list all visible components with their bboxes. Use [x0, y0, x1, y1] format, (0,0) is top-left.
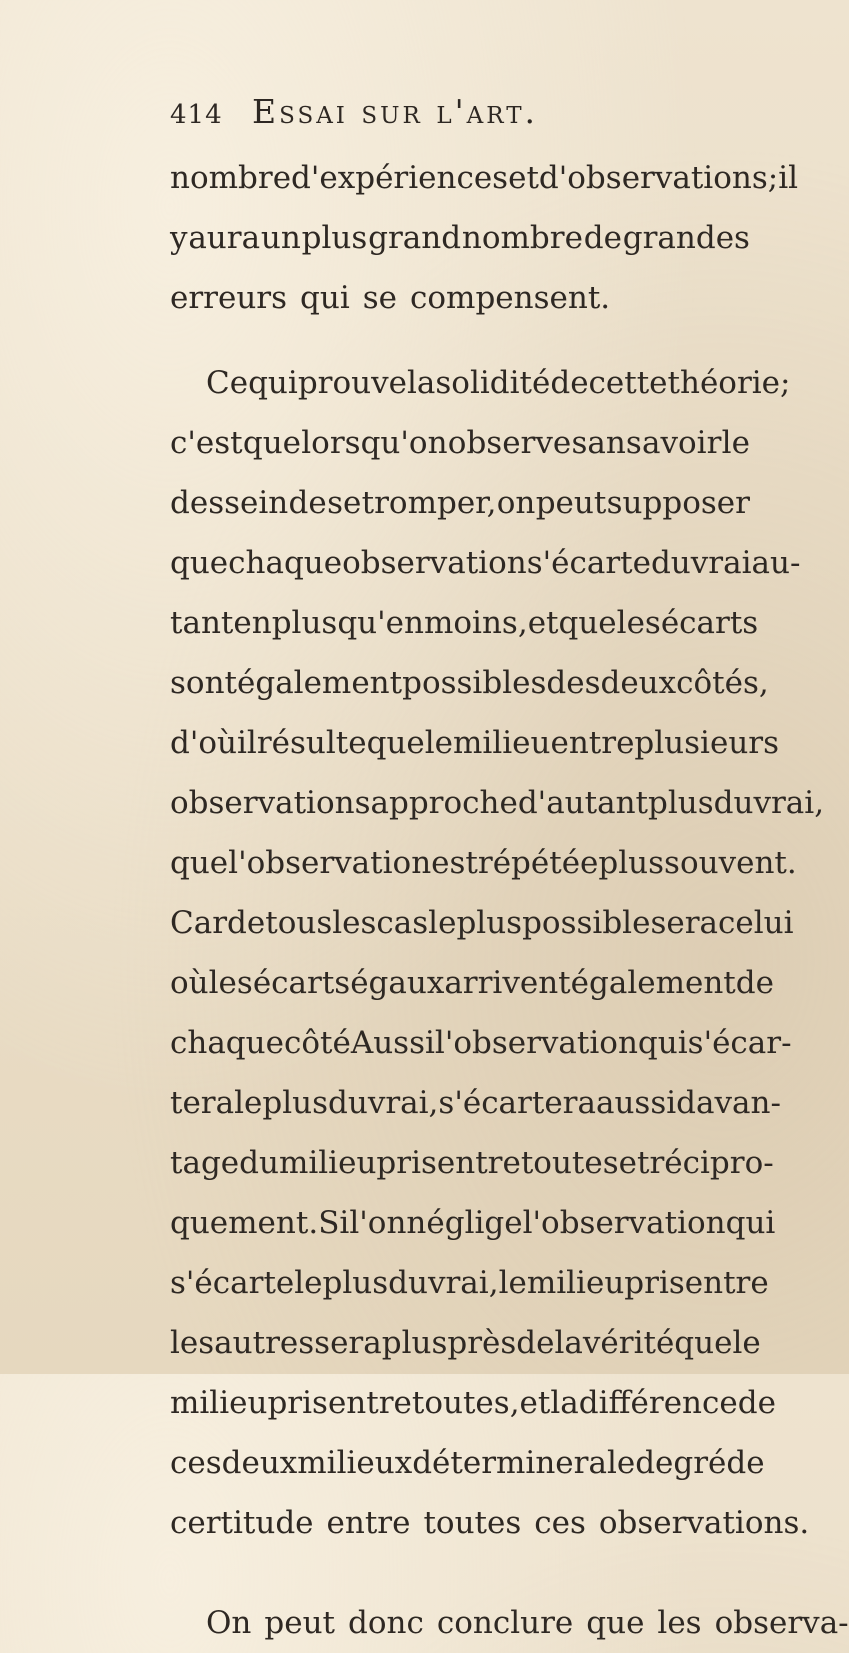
word: deux: [221, 1445, 298, 1481]
word: toutes: [423, 1505, 522, 1541]
word: que: [366, 725, 425, 761]
word: de: [227, 905, 266, 941]
word: celui: [718, 905, 794, 941]
word: d'expériences: [291, 160, 509, 196]
word: de: [735, 965, 774, 1001]
word: vrai,: [753, 785, 825, 821]
word: répétée: [477, 845, 599, 881]
word: milieu: [526, 1265, 625, 1301]
word: chaque: [228, 545, 343, 581]
word: prouve: [297, 365, 407, 401]
word: plus: [648, 785, 714, 821]
word: ces: [170, 1445, 222, 1481]
word: que: [170, 545, 229, 581]
word: milieu: [453, 725, 551, 761]
text-line: [170, 1373, 776, 1433]
text-line: [206, 1593, 849, 1653]
word: de: [737, 1385, 776, 1421]
word: d'autant: [517, 785, 649, 821]
text-line: [170, 1313, 761, 1373]
word: qui: [637, 1025, 688, 1061]
word: et: [508, 160, 539, 196]
word: ;: [767, 160, 779, 196]
word: approche: [370, 785, 518, 821]
word: l'observation: [522, 1205, 726, 1241]
word: où: [170, 965, 209, 1001]
word: tage: [170, 1145, 240, 1181]
word: du: [388, 1265, 428, 1301]
word: Si: [318, 1205, 350, 1241]
word: moins,: [423, 605, 528, 641]
word: sera: [650, 905, 718, 941]
word: côté: [283, 1025, 351, 1061]
word: ces: [534, 1505, 586, 1541]
word: milieu: [278, 1145, 377, 1181]
word: du: [650, 545, 691, 581]
word: qui: [248, 365, 298, 401]
word: certitude: [170, 1505, 314, 1541]
text-line: [170, 413, 750, 473]
text-line: [170, 1133, 774, 1193]
word: plus: [381, 1325, 448, 1361]
word: un: [260, 220, 301, 256]
text-line: [170, 268, 750, 328]
word: la: [406, 365, 436, 401]
word: peut: [535, 485, 607, 521]
word: est: [431, 845, 478, 881]
word: cette: [588, 365, 668, 401]
word: grand: [368, 220, 462, 256]
word: deux: [600, 665, 677, 701]
text-line: [170, 148, 799, 208]
word: plus: [301, 220, 368, 256]
word: plus: [271, 605, 338, 641]
word: tera: [170, 1085, 235, 1121]
word: le: [234, 1085, 263, 1121]
word: de: [516, 1325, 555, 1361]
word: de: [288, 485, 327, 521]
word: souvent.: [664, 845, 797, 881]
word: tous: [265, 905, 333, 941]
word: et: [618, 1145, 650, 1181]
word: également: [570, 965, 736, 1001]
word: vrai,: [427, 1265, 499, 1301]
word: milieu: [170, 1385, 268, 1421]
word: toutes: [520, 1145, 619, 1181]
word: récipro-: [649, 1145, 774, 1181]
word: que: [170, 845, 229, 881]
word: résulte: [256, 725, 367, 761]
word: également: [237, 665, 403, 701]
word: néglige: [406, 1205, 523, 1241]
word: le: [721, 425, 750, 461]
text-line: [170, 713, 780, 773]
text-line: [170, 1493, 810, 1553]
word: il: [237, 725, 257, 761]
word: compensent.: [410, 280, 611, 316]
word: sera: [314, 1325, 382, 1361]
word: s'écartera: [438, 1085, 596, 1121]
text-line: [170, 533, 801, 593]
word: s'écarte: [526, 545, 651, 581]
text-line: [170, 833, 797, 893]
word: milieux: [297, 1445, 413, 1481]
word: Ce: [206, 365, 249, 401]
word: le: [498, 1265, 527, 1301]
word: entre: [327, 1385, 412, 1421]
word: du: [239, 1145, 279, 1181]
text-line: [170, 473, 750, 533]
word: davan-: [676, 1085, 781, 1121]
word: nombre: [170, 160, 292, 196]
word: grandes: [622, 220, 750, 256]
text-line: [170, 953, 774, 1013]
word: différence: [578, 1385, 738, 1421]
word: écarts: [660, 605, 759, 641]
word: égaux: [350, 965, 445, 1001]
text-line: [170, 1433, 765, 1493]
word: possible: [522, 905, 651, 941]
word: le: [424, 725, 454, 761]
word: pris: [267, 1385, 328, 1421]
word: écarts: [252, 965, 351, 1001]
word: les: [208, 965, 253, 1001]
word: entre: [436, 1145, 521, 1181]
text-line: [170, 773, 825, 833]
word: le: [732, 1325, 761, 1361]
word: et: [527, 605, 559, 641]
word: s'écarte: [170, 1265, 295, 1301]
word: tant: [170, 605, 234, 641]
word: toutes,: [411, 1385, 520, 1421]
word: y: [170, 220, 188, 256]
word: lorsqu'on: [301, 425, 448, 461]
word: d'observations: [538, 160, 768, 196]
text-line: [170, 208, 750, 268]
text-line: [170, 1013, 792, 1073]
text-line: [170, 1253, 769, 1313]
word: l'observation: [228, 845, 432, 881]
word: peut: [264, 1605, 336, 1641]
word: entre: [684, 1265, 769, 1301]
word: arrivent: [444, 965, 571, 1001]
word: au-: [751, 545, 801, 581]
word: chaque: [170, 1025, 284, 1061]
word: près: [447, 1325, 517, 1361]
word: du: [713, 785, 754, 821]
word: aura: [188, 220, 261, 256]
word: plusieurs: [634, 725, 780, 761]
word: que: [558, 605, 617, 641]
word: l'observation: [434, 1025, 638, 1061]
word: sont: [170, 665, 237, 701]
word: on: [496, 485, 536, 521]
text-line: [170, 893, 794, 953]
word: le: [294, 1265, 323, 1301]
word: sans: [571, 425, 642, 461]
word: vrai: [690, 545, 752, 581]
word: vrai,: [367, 1085, 439, 1121]
word: qu'en: [337, 605, 424, 641]
word: On: [206, 1605, 252, 1641]
word: qui: [300, 280, 350, 316]
word: aussi: [595, 1085, 677, 1121]
text-line: [170, 653, 769, 713]
word: supposer: [606, 485, 750, 521]
word: l'on: [349, 1205, 407, 1241]
page-number: 414: [170, 100, 223, 130]
word: conclure: [436, 1605, 574, 1641]
word: nombre: [461, 220, 583, 256]
word: la: [550, 1385, 579, 1421]
word: le: [606, 1445, 636, 1481]
word: s'écar-: [687, 1025, 792, 1061]
word: autres: [214, 1325, 315, 1361]
word: Car: [170, 905, 228, 941]
word: ;: [780, 365, 791, 401]
word: théorie: [667, 365, 781, 401]
word: pris: [624, 1265, 685, 1301]
word: les: [332, 905, 377, 941]
word: plus: [456, 905, 523, 941]
word: se: [362, 280, 398, 316]
word: des: [546, 665, 601, 701]
word: il: [778, 160, 799, 196]
word: du: [328, 1085, 368, 1121]
word: et: [519, 1385, 551, 1421]
word: entre: [550, 725, 635, 761]
word: quement.: [170, 1205, 319, 1241]
word: observations: [170, 785, 371, 821]
word: plus: [598, 845, 665, 881]
text-line: [170, 1193, 776, 1253]
word: que: [586, 1605, 645, 1641]
word: Aussi: [350, 1025, 435, 1061]
word: observations.: [598, 1505, 810, 1541]
word: en: [233, 605, 272, 641]
word: que: [674, 1325, 733, 1361]
word: solidité: [435, 365, 551, 401]
word: entre: [326, 1505, 411, 1541]
word: la: [554, 1325, 583, 1361]
word: tromper,: [361, 485, 497, 521]
word: dessein: [170, 485, 289, 521]
word: se: [327, 485, 362, 521]
word: observa-: [714, 1605, 849, 1641]
word: d'où: [170, 725, 237, 761]
text-line: [206, 353, 791, 413]
word: vérité: [582, 1325, 675, 1361]
word: le: [428, 905, 457, 941]
word: de: [726, 1445, 765, 1481]
word: cas: [376, 905, 429, 941]
word: plus: [322, 1265, 389, 1301]
word: erreurs: [170, 280, 288, 316]
word: les: [170, 1325, 215, 1361]
word: de: [583, 220, 622, 256]
word: pris: [376, 1145, 437, 1181]
word: qui: [725, 1205, 776, 1241]
word: les: [657, 1605, 702, 1641]
word: côtés,: [676, 665, 769, 701]
word: de: [550, 365, 589, 401]
running-title: Essai sur l'art.: [252, 92, 539, 131]
word: possibles: [402, 665, 547, 701]
word: avoir: [642, 425, 722, 461]
page-header: [170, 92, 770, 142]
word: les: [616, 605, 661, 641]
word: c'est: [170, 425, 243, 461]
word: donc: [348, 1605, 424, 1641]
word: déterminera: [412, 1445, 607, 1481]
word: que: [242, 425, 302, 461]
word: degré: [635, 1445, 727, 1481]
text-line: [170, 593, 759, 653]
word: observation: [342, 545, 527, 581]
word: observe: [447, 425, 572, 461]
word: plus: [262, 1085, 329, 1121]
text-line: [170, 1073, 781, 1133]
